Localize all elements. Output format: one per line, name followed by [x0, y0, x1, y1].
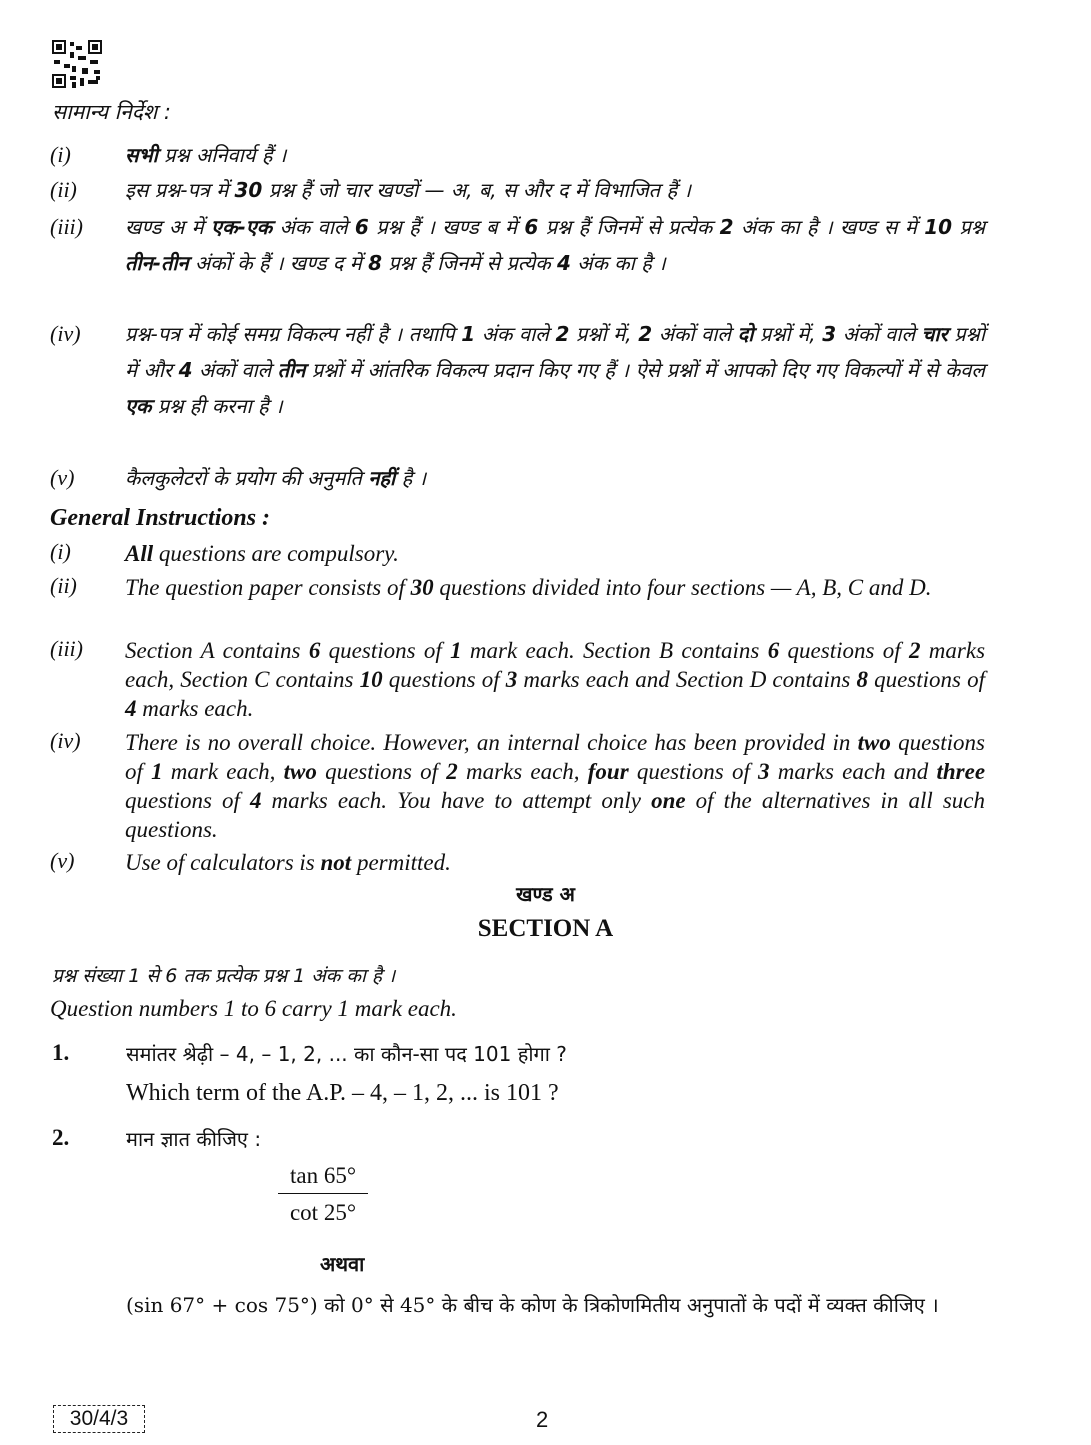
english-instruction-item-number: (ii) [50, 573, 77, 598]
english-instructions-heading: General Instructions : [50, 505, 271, 531]
hindi-instruction-item [50, 137, 985, 173]
question-2-alternative: (sin 67° + cos 75°) को 0° से 45° के बीच के कोण के त्रिकोणमितीय अनुपातों के पदों में व्यक्त कीजिए । [126, 1293, 939, 1317]
fraction-numerator: tan 65° [278, 1163, 368, 1194]
question-1-english: Which term of the A.P. – 4, – 1, 2, ... is 101 ? [126, 1080, 559, 1106]
hindi-instruction-item-number: (ii) [50, 177, 77, 202]
english-instruction-item [50, 636, 985, 723]
english-instruction-item-text: All questions are compulsory. [125, 541, 399, 566]
english-instruction-item [50, 573, 985, 602]
hindi-instruction-item [50, 460, 985, 496]
english-instruction-item-text: The question paper consists of 30 questions divided into four sections — A, B, C and D. [125, 575, 932, 600]
section-note-hindi: प्रश्न संख्या 1 से 6 तक प्रत्येक प्रश्न 1 अंक का है । [52, 965, 396, 987]
english-instruction-item-number: (iii) [50, 636, 83, 661]
question-2-hindi: मान ज्ञात कीजिए : [126, 1127, 262, 1151]
english-instruction-item-number: (v) [50, 848, 75, 873]
section-heading-english: SECTION A [477, 915, 614, 942]
hindi-instruction-item-text: प्रश्न-पत्र में कोई समग्र विकल्प नहीं है । तथापि 1 अंक वाले 2 प्रश्नों में, 2 अंकों वाले दो प्रश्नों में, 3 अंकों वाले चार प्रश्नों में और 4 अंकों वाले तीन प्रश्नों में आंतरिक विकल्प प्रदान किए गए हैं । ऐसे प्रश्नों में आपको दिए गए विकल्पों में से केवल एक प्रश्न ही करना है । [125, 322, 986, 418]
hindi-instruction-item-text: सभी प्रश्न अनिवार्य हैं । [125, 143, 287, 167]
hindi-instruction-item-number: (iv) [50, 321, 81, 346]
paper-code: 30/4/3 [53, 1405, 145, 1433]
section-note-english: Question numbers 1 to 6 carry 1 mark each. [50, 996, 457, 1021]
hindi-instruction-item [50, 316, 985, 424]
english-instruction-item [50, 848, 985, 877]
english-instruction-item-number: (i) [50, 539, 71, 564]
hindi-instruction-item-text: खण्ड अ में एक-एक अंक वाले 6 प्रश्न हैं । खण्ड ब में 6 प्रश्न हैं जिनमें से प्रत्येक 2 अंक का है । खण्ड स में 10 प्रश्न तीन-तीन अंकों के हैं । खण्ड द में 8 प्रश्न हैं जिनमें से प्रत्येक 4 अंक का है । [125, 215, 985, 275]
english-instruction-item-text: Section A contains 6 questions of 1 mark each. Section B contains 6 questions of 2 marks each, Section C contains 10 questions of 3 marks each and Section D contains 8 questions of 4 marks each. [125, 638, 986, 721]
fraction [278, 1163, 368, 1226]
qr-code [52, 40, 102, 88]
hindi-instruction-item [50, 172, 985, 208]
english-instruction-item-number: (iv) [50, 728, 81, 753]
hindi-instruction-item-text: कैलकुलेटरों के प्रयोग की अनुमति नहीं है । [125, 466, 427, 490]
hindi-instruction-item-number: (i) [50, 142, 71, 167]
question-1-hindi: समांतर श्रेढ़ी – 4, – 1, 2, ... का कौन-सा पद 101 होगा ? [126, 1042, 567, 1066]
hindi-instruction-item-text: इस प्रश्न-पत्र में 30 प्रश्न हैं जो चार खण्डों — अ, ब, स और द में विभाजित हैं । [125, 178, 691, 202]
hindi-instruction-item-number: (v) [50, 465, 75, 490]
hindi-instructions-heading: सामान्य निर्देश : [52, 100, 171, 124]
or-label: अथवा [320, 1252, 365, 1276]
english-instruction-item [50, 728, 985, 844]
english-instruction-item-text: Use of calculators is not permitted. [125, 850, 451, 875]
fraction-denominator: cot 25° [289, 1200, 357, 1225]
english-instruction-item [50, 539, 985, 568]
question-2-number: 2. [52, 1125, 70, 1150]
hindi-instruction-item [50, 209, 985, 281]
question-1-number: 1. [52, 1040, 70, 1065]
section-heading-hindi: खण्ड अ [516, 882, 575, 906]
page-number: 2 [536, 1407, 549, 1432]
hindi-instruction-item-number: (iii) [50, 214, 83, 239]
english-instruction-item-text: There is no overall choice. However, an internal choice has been provided in two questions of 1 mark each, two questions of 2 marks each, four questions of 3 marks each and three questions of 4 marks each. You have to attempt only one of the alternatives in all such questions. [125, 730, 986, 842]
